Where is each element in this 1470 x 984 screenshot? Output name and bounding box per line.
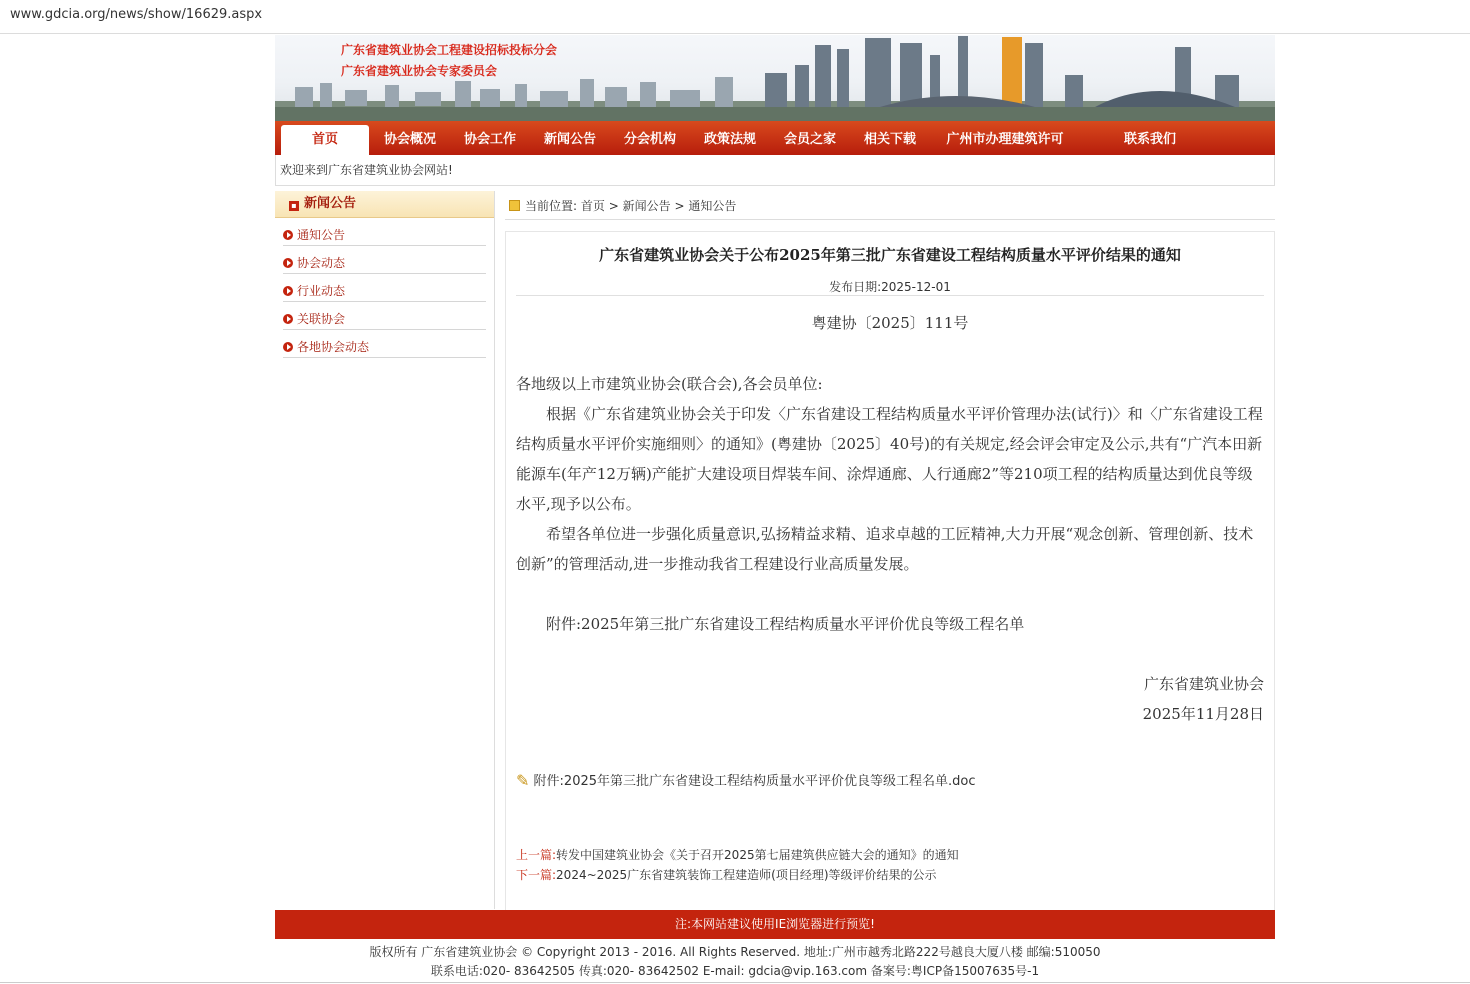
location-icon xyxy=(509,200,520,211)
paperclip-icon: ✎ xyxy=(516,771,530,790)
contact-line: 联系电话:020- 83642505 传真:020- 83642502 E-mail: gdcia@vip.163.com 备案号:粤ICP备15007635号-1 xyxy=(430,964,1040,978)
banner-title-2: 广东省建筑业协会专家委员会 xyxy=(341,64,498,78)
breadcrumb xyxy=(505,191,1275,220)
sidebar-heading-label: 新闻公告 xyxy=(304,196,357,211)
nav-about[interactable]: 协会概况 xyxy=(383,132,436,147)
nav-news[interactable]: 新闻公告 xyxy=(543,132,596,147)
next-label: 下一篇: xyxy=(516,868,557,882)
paragraph-1: 根据《广东省建筑业协会关于印发〈广东省建设工程结构质量水平评价管理办法(试行)〉和〈广东省建设工程结构质量水平评价实施细则〉的通知》(粤建协〔2025〕40号)的有关规定,经会评会审定及公示,共有“广汽本田新能源车(年产12万辆)产能扩大建设项目焊装车间、涂焊通廊、人行通廊2”等210项工程的结构质量达到优良等级水平,现予以公布。 xyxy=(516,405,1263,513)
nav-downloads[interactable]: 相关下载 xyxy=(863,132,916,147)
breadcrumb-notices[interactable]: 通知公告 xyxy=(688,199,737,213)
arrow-circle-icon xyxy=(283,230,293,240)
arrow-circle-icon xyxy=(283,314,293,324)
sidebar-item-label: 协会动态 xyxy=(297,256,346,270)
signature-org: 广东省建筑业协会 xyxy=(1143,675,1264,693)
divider xyxy=(516,295,1264,296)
nav-policy[interactable]: 政策法规 xyxy=(703,132,756,147)
breadcrumb-separator: > xyxy=(608,199,619,213)
url-text[interactable]: www.gdcia.org/news/show/16629.aspx xyxy=(10,7,263,22)
sidebar-item-label: 行业动态 xyxy=(297,284,346,298)
sidebar-item-label: 各地协会动态 xyxy=(297,340,370,354)
sidebar-item-label: 通知公告 xyxy=(297,228,346,242)
sidebar-list xyxy=(275,218,494,358)
main-nav xyxy=(275,121,1275,155)
welcome-bar: 欢迎来到广东省建筑业协会网站! xyxy=(275,155,1275,186)
copyright-line: 版权所有 广东省建筑业协会 © Copyright 2013 - 2016. All Rights Reserved. 地址:广州市越秀北路222号越良大厦八楼 邮编:510050 xyxy=(369,945,1101,959)
sidebar-heading xyxy=(275,191,494,218)
sidebar-item-label: 关联协会 xyxy=(297,312,346,326)
nav-work[interactable]: 协会工作 xyxy=(463,132,516,147)
article-box xyxy=(505,231,1275,913)
attachment-link[interactable] xyxy=(516,770,976,790)
footer-copyright xyxy=(0,943,1470,981)
next-title[interactable]: 2024~2025广东省建筑装饰工程建造师(项目经理)等级评价结果的公示 xyxy=(556,868,937,882)
footer-notice: 注:本网站建议使用IE浏览器进行预览! xyxy=(275,910,1275,939)
signature-date: 2025年11月28日 xyxy=(1142,705,1264,723)
article-title: 广东省建筑业协会关于公布2025年第三批广东省建设工程结构质量水平评价结果的通知 xyxy=(599,246,1181,264)
arrow-circle-icon xyxy=(283,286,293,296)
address-bar[interactable] xyxy=(0,0,1470,34)
site-banner xyxy=(275,35,1275,121)
paragraph-2: 希望各单位进一步强化质量意识,弘扬精益求精、追求卓越的工匠精神,大力开展“观念创新、管理创新、技术创新”的管理活动,进一步推动我省工程建设行业高质量发展。 xyxy=(516,525,1254,573)
arrow-circle-icon xyxy=(283,258,293,268)
page-wrapper xyxy=(275,35,1275,882)
banner-title-1: 广东省建筑业协会工程建设招标投标分会 xyxy=(341,43,558,57)
nav-contact[interactable]: 联系我们 xyxy=(1123,132,1176,147)
prev-article-link[interactable] xyxy=(516,846,959,863)
breadcrumb-home[interactable]: 首页 xyxy=(580,199,605,213)
attachment-link-label: 附件:2025年第三批广东省建设工程结构质量水平评价优良等级工程名单.doc xyxy=(533,774,976,789)
salutation: 各地级以上市建筑业协会(联合会),各会员单位: xyxy=(516,375,823,393)
breadcrumb-separator: > xyxy=(674,199,685,213)
breadcrumb-label: 当前位置: xyxy=(525,199,578,213)
nav-gz-permit[interactable]: 广州市办理建筑许可 xyxy=(946,132,1064,147)
prev-label: 上一篇: xyxy=(516,848,557,862)
sidebar-item-local-news[interactable] xyxy=(283,330,486,358)
sidebar-item-notices[interactable] xyxy=(283,218,486,246)
prev-title[interactable]: 转发中国建筑业协会《关于召开2025第七届建筑供应链大会的通知》的通知 xyxy=(556,848,959,862)
nav-branches[interactable]: 分会机构 xyxy=(623,132,676,147)
bottom-divider xyxy=(0,982,1470,983)
nav-home[interactable]: 首页 xyxy=(281,125,369,155)
sidebar xyxy=(275,191,495,909)
minus-box-icon: ▪ xyxy=(289,201,299,211)
publish-date: 发布日期:2025-12-01 xyxy=(829,280,951,294)
nav-members[interactable]: 会员之家 xyxy=(783,132,836,147)
document-number: 粤建协〔2025〕111号 xyxy=(811,314,969,332)
sidebar-item-related-associations[interactable] xyxy=(283,302,486,330)
main-content xyxy=(505,191,1275,882)
next-article-link[interactable] xyxy=(516,866,937,883)
sidebar-item-industry-news[interactable] xyxy=(283,274,486,302)
attachment-note: 附件:2025年第三批广东省建设工程结构质量水平评价优良等级工程名单 xyxy=(546,615,1025,633)
arrow-circle-icon xyxy=(283,342,293,352)
breadcrumb-news[interactable]: 新闻公告 xyxy=(622,199,671,213)
sidebar-item-association-news[interactable] xyxy=(283,246,486,274)
